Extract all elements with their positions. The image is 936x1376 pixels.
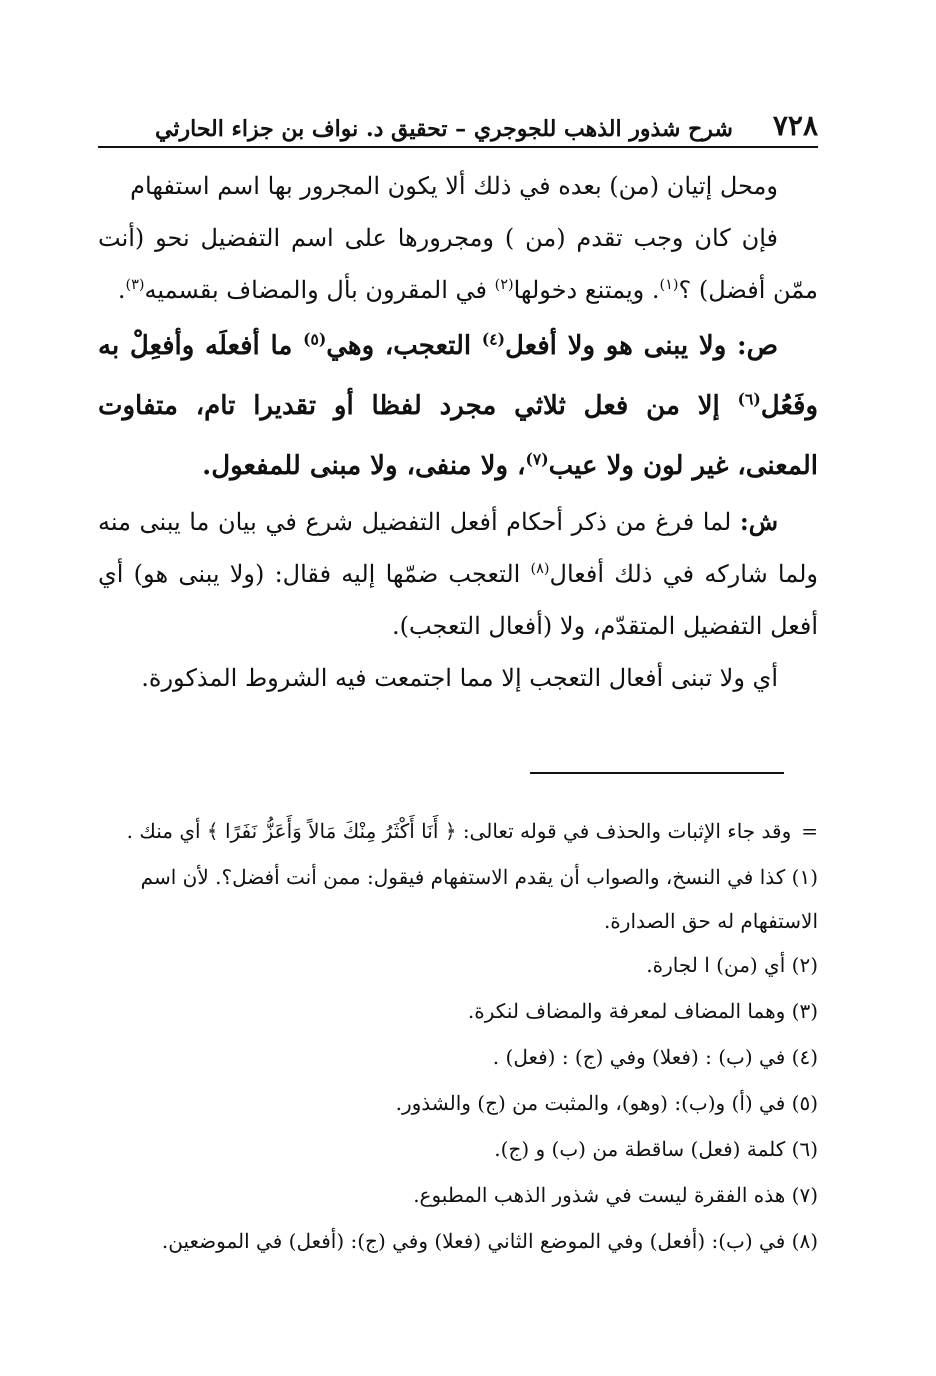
footnotes [98,808,818,1264]
footnote-ref-2[interactable]: (٢) [494,277,514,293]
page-header [98,108,818,148]
footnote-7: (٧) هذه الفقرة ليست في شذور الذهب المطبوع. [413,1183,818,1207]
page-number: ٧٢٨ [772,109,818,142]
footnote-ref-6[interactable]: (٦) [737,389,761,409]
main-text [98,160,818,704]
paragraph-matn: ص: ولا يبنى هو ولا أفعل$^{(٤)}$ التعجب، وهي$^{(٥)}$ ما أفعلَه وأفعِلْ به وفَعُل$^{(٦)}$ إلا من فعل ثلاثي مجرد لفظا أو تقديرا تام، متفاوت المعنى، غير لون ولا عيب$^{(٧)}$، ولا منفى، ولا مبنى للمفعول. [98,329,818,481]
paragraph-1: ومحل إتيان (من) بعده في ذلك ألا يكون المجرور بها اسم استفهام [130,172,778,200]
sharh-marker: ش: [739,507,778,536]
footnote-ref-5[interactable]: (٥) [303,329,327,349]
paragraph-2: فإن كان وجب تقدم (من ) ومجرورها على اسم التفضيل نحو (أنت ممّن أفضل) ؟$^{(١)}$. ويمتنع دخولها$^{(٢)}$ في المقرون بأل والمضاف بقسميه$^{(٣)}$. [98,224,818,304]
footnote-ref-4[interactable]: (٤) [481,329,506,349]
footnote-ref-3[interactable]: (٣) [125,277,145,293]
footnote-ref-8[interactable]: (٨) [530,561,550,577]
continuation-mark: = [801,819,818,843]
paragraph-5: أي ولا تبنى أفعال التعجب إلا مما اجتمعت فيه الشروط المذكورة. [141,664,778,692]
footnote-1-cont: الاستفهام له حق الصدارة. [603,909,818,933]
footnote-ref-7[interactable]: (٧) [525,449,549,469]
footnote-5: (٥) في (أ) و(ب): (وهو)، والمثبت من (ج) والشذور. [395,1091,818,1115]
footnote-continuation: =وقد جاء الإثبات والحذف في قوله تعالى: ﴿ أَنَا أَكْثَرُ مِنْكَ مَالاً وَأَعَزُّ نَفَرًا ﴾ أي منك . [98,808,818,854]
footnote-4: (٤) في (ب) : (فعلا) وفي (ج) : (فعل) . [492,1045,818,1069]
footnote-2: (٢) أي (من) ا لجارة. [646,953,818,977]
footnote-separator [530,772,784,774]
footnote-3: (٣) وهما المضاف لمعرفة والمضاف لنكرة. [467,999,818,1023]
footnote-ref-1[interactable]: (١) [659,277,679,293]
running-title: شرح شذور الذهب للجوجري – تحقيق د. نواف بن جزاء الحارثي [155,116,733,142]
footnote-8: (٨) في (ب): (أفعل) وفي الموضع الثاني (فعلا) وفي (ج): (أفعل) في الموضعين. [161,1229,818,1253]
matn-marker: ص: [736,331,779,361]
paragraph-sharh: ش: لما فرغ من ذكر أحكام أفعل التفضيل شرع في بيان ما يبنى منه ولما شاركه في ذلك أفعال$^{(٨)}$ التعجب ضمّها إليه فقال: (ولا يبنى هو) أي أفعل التفضيل المتقدّم، ولا (أفعال التعجب). [98,507,818,640]
footnote-1: (١) كذا في النسخ، والصواب أن يقدم الاستفهام فيقول: ممن أنت أفضل؟. لأن اسم [140,865,818,889]
footnote-6: (٦) كلمة (فعل) ساقطة من (ب) و (ج). [494,1137,818,1161]
